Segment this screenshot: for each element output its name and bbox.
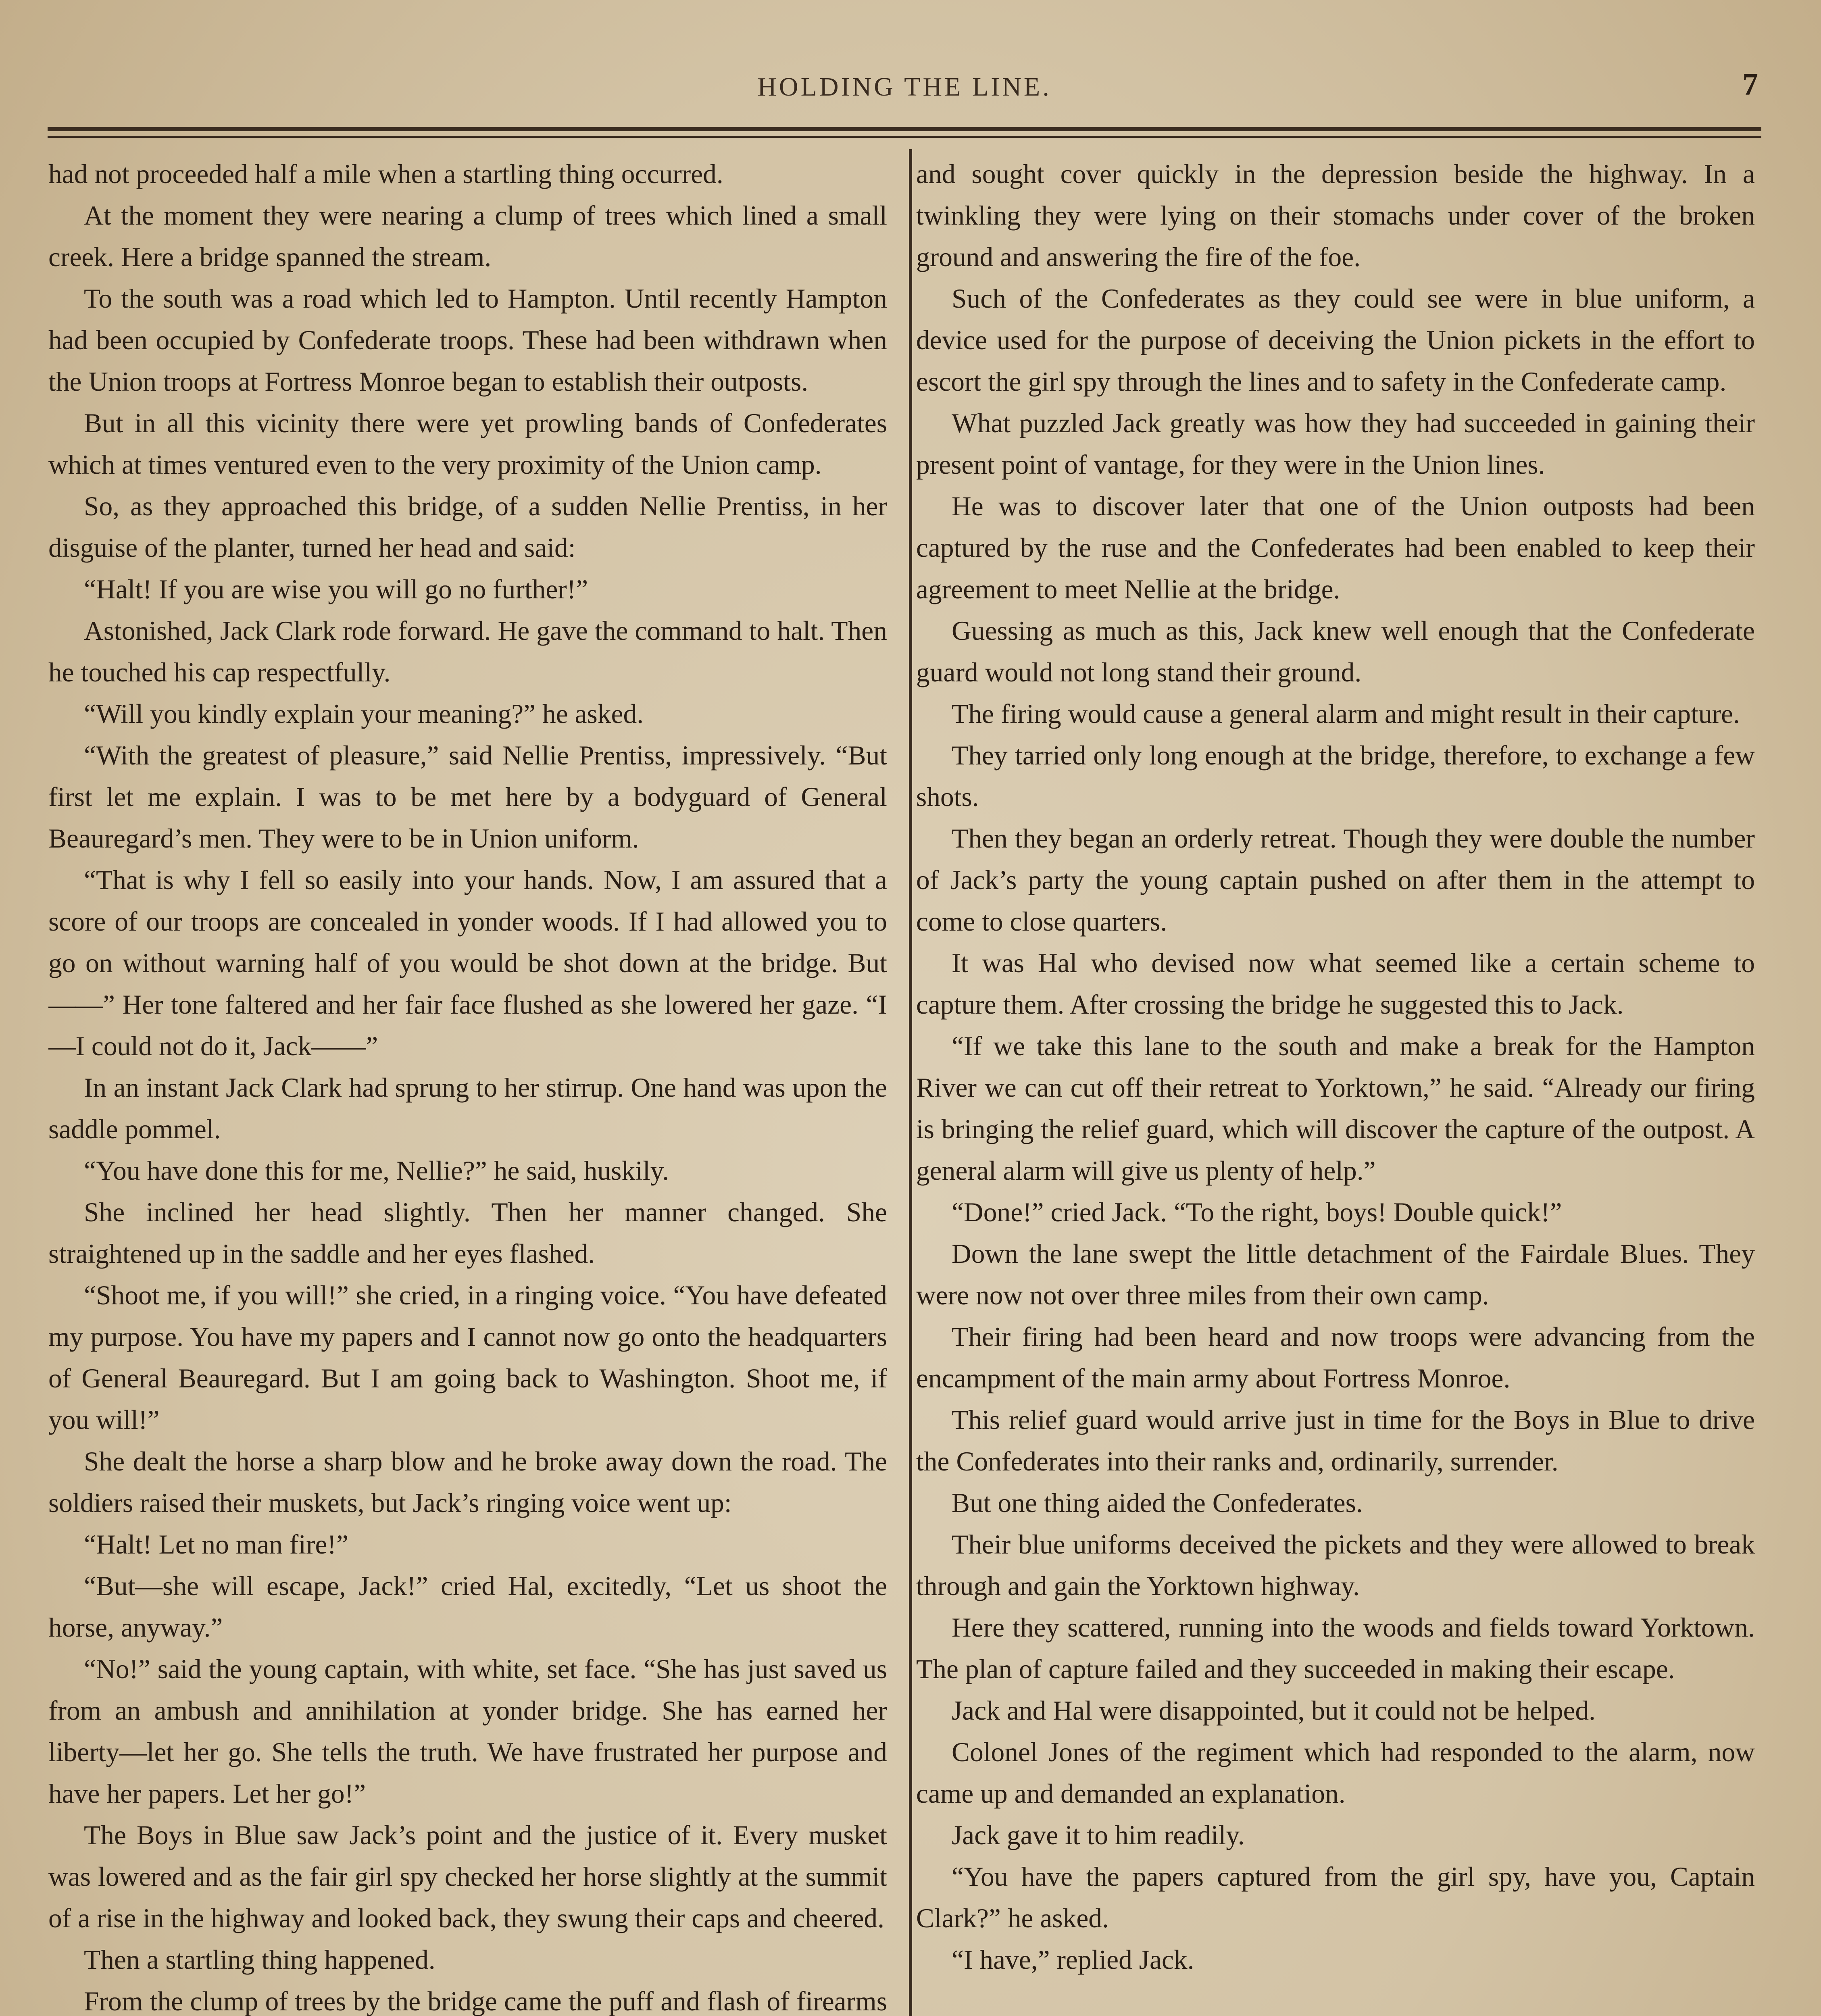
paragraph: Their firing had been heard and now troops were advancing from the encampment of the main army about Fortress Monroe. bbox=[916, 1322, 1755, 1393]
paragraph: “Done!” cried Jack. “To the right, boys! Double quick!” bbox=[952, 1197, 1562, 1227]
paragraph: So, as they approached this bridge, of a sudden Nellie Prentiss, in her disguise of the planter, turned her head and said: bbox=[48, 491, 887, 563]
paragraph: and sought cover quickly in the depression beside the highway. In a twinkling they were lying on their stomachs under cover of the broken ground and answering the fire of the foe. bbox=[916, 159, 1755, 272]
paragraph: Colonel Jones of the regiment which had responded to the alarm, now came up and demanded an explanation. bbox=[916, 1737, 1755, 1809]
paragraph: “Shoot me, if you will!” she cried, in a ringing voice. “You have defeated my purpose. You have my papers and I cannot now go onto the headquarters of General Beauregard. But I am going back to Washington. Shoot me, if you will!” bbox=[48, 1280, 887, 1435]
paragraph: Then they began an orderly retreat. Though they were double the number of Jack’s party the young captain pushed on after them in the attempt to come to close quarters. bbox=[916, 823, 1755, 937]
paragraph: It was Hal who devised now what seemed like a certain scheme to capture them. After crossing the bridge he suggested this to Jack. bbox=[916, 948, 1755, 1020]
page-number: 7 bbox=[1742, 67, 1758, 102]
paragraph: “I have,” replied Jack. bbox=[952, 1945, 1194, 1975]
paragraph: But one thing aided the Confederates. bbox=[952, 1488, 1363, 1518]
paragraph: “Halt! Let no man fire!” bbox=[84, 1529, 348, 1560]
paragraph: At the moment they were nearing a clump of trees which lined a small creek. Here a bridge spanned the stream. bbox=[48, 200, 887, 272]
header-rule-thick bbox=[48, 127, 1761, 131]
paragraph: She inclined her head slightly. Then her manner changed. She straightened up in the saddle and her eyes flashed. bbox=[48, 1197, 887, 1269]
paragraph: The Boys in Blue saw Jack’s point and the justice of it. Every musket was lowered and as the fair girl spy checked her horse slightly at the summit of a rise in the highway and looked back, they swung their caps and cheered. bbox=[48, 1820, 887, 1933]
left-column bbox=[48, 153, 887, 2016]
paragraph: Astonished, Jack Clark rode forward. He gave the command to halt. Then he touched his cap respectfully. bbox=[48, 616, 887, 687]
paragraph: They tarried only long enough at the bridge, therefore, to exchange a few shots. bbox=[916, 740, 1755, 812]
paragraph: “If we take this lane to the south and make a break for the Hampton River we can cut off their retreat to Yorktown,” he said. “Already our firing is bringing the relief guard, which will discover the capture of the outpost. A general alarm will give us plenty of help.” bbox=[916, 1031, 1755, 1186]
paragraph: “With the greatest of pleasure,” said Nellie Prentiss, impressively. “But first let me explain. I was to be met here by a bodyguard of General Beauregard’s men. They were to be in Union uniform. bbox=[48, 740, 887, 854]
paragraph: Such of the Confederates as they could see were in blue uniform, a device used for the purpose of deceiving the Union pickets in the effort to escort the girl spy through the lines and to safety in the Confederate camp. bbox=[916, 283, 1755, 397]
paragraph: From the clump of trees by the bridge came the puff and flash of firearms bbox=[84, 1986, 887, 2016]
paragraph: “But—she will escape, Jack!” cried Hal, excitedly, “Let us shoot the horse, anyway.” bbox=[48, 1571, 887, 1643]
paragraph: This relief guard would arrive just in time for the Boys in Blue to drive the Confederates into their ranks and, ordinarily, surrender. bbox=[916, 1405, 1755, 1477]
paragraph: What puzzled Jack greatly was how they had succeeded in gaining their present point of vantage, for they were in the Union lines. bbox=[916, 408, 1755, 480]
paragraph: The firing would cause a general alarm and might result in their capture. bbox=[952, 699, 1740, 729]
paragraph: Guessing as much as this, Jack knew well enough that the Confederate guard would not long stand their ground. bbox=[916, 616, 1755, 687]
column-divider bbox=[909, 149, 912, 2016]
paragraph: “You have the papers captured from the girl spy, have you, Captain Clark?” he asked. bbox=[916, 1862, 1755, 1933]
running-head: HOLDING THE LINE. bbox=[757, 72, 1052, 102]
paragraph: Jack gave it to him readily. bbox=[952, 1820, 1245, 1850]
paragraph: “That is why I fell so easily into your hands. Now, I am assured that a score of our troops are concealed in yonder woods. If I had allowed you to go on without warning half of you would be shot down at the bridge. But——” Her tone faltered and her fair face flushed as she lowered her gaze. “I—I could not do it, Jack——” bbox=[48, 865, 887, 1061]
paragraph: Down the lane swept the little detachment of the Fairdale Blues. They were now not over three miles from their own camp. bbox=[916, 1239, 1755, 1310]
page-header bbox=[48, 60, 1761, 121]
paragraph: “No!” said the young captain, with white, set face. “She has just saved us from an ambush and annihilation at yonder bridge. She has earned her liberty—let her go. She tells the truth. We have frustrated her purpose and have her papers. Let her go!” bbox=[48, 1654, 887, 1809]
right-column bbox=[916, 153, 1755, 2016]
paragraph: He was to discover later that one of the Union outposts had been captured by the ruse and the Confederates had been enabled to keep their agreement to meet Nellie at the bridge. bbox=[916, 491, 1755, 604]
paragraph: In an instant Jack Clark had sprung to her stirrup. One hand was upon the saddle pommel. bbox=[48, 1073, 887, 1144]
paragraph: She dealt the horse a sharp blow and he broke away down the road. The soldiers raised their muskets, but Jack’s ringing voice went up: bbox=[48, 1446, 887, 1518]
paragraph: had not proceeded half a mile when a startling thing occurred. bbox=[48, 159, 723, 189]
header-rule-thin bbox=[48, 136, 1761, 138]
paragraph: “Will you kindly explain your meaning?” he asked. bbox=[84, 699, 644, 729]
paragraph: But in all this vicinity there were yet prowling bands of Confederates which at times ventured even to the very proximity of the Union camp. bbox=[48, 408, 887, 480]
paragraph: “Halt! If you are wise you will go no further!” bbox=[84, 574, 588, 604]
paragraph: Then a startling thing happened. bbox=[84, 1945, 435, 1975]
paragraph: To the south was a road which led to Hampton. Until recently Hampton had been occupied by Confederate troops. These had been withdrawn when the Union troops at Fortress Monroe began to establish their outposts. bbox=[48, 283, 887, 397]
paragraph: Jack and Hal were disappointed, but it could not be helped. bbox=[952, 1695, 1596, 1726]
paragraph: Their blue uniforms deceived the pickets and they were allowed to break through and gain the Yorktown highway. bbox=[916, 1529, 1755, 1601]
paragraph: Here they scattered, running into the woods and fields toward Yorktown. The plan of capture failed and they succeeded in making their escape. bbox=[916, 1612, 1755, 1684]
paragraph: “You have done this for me, Nellie?” he said, huskily. bbox=[84, 1156, 669, 1186]
